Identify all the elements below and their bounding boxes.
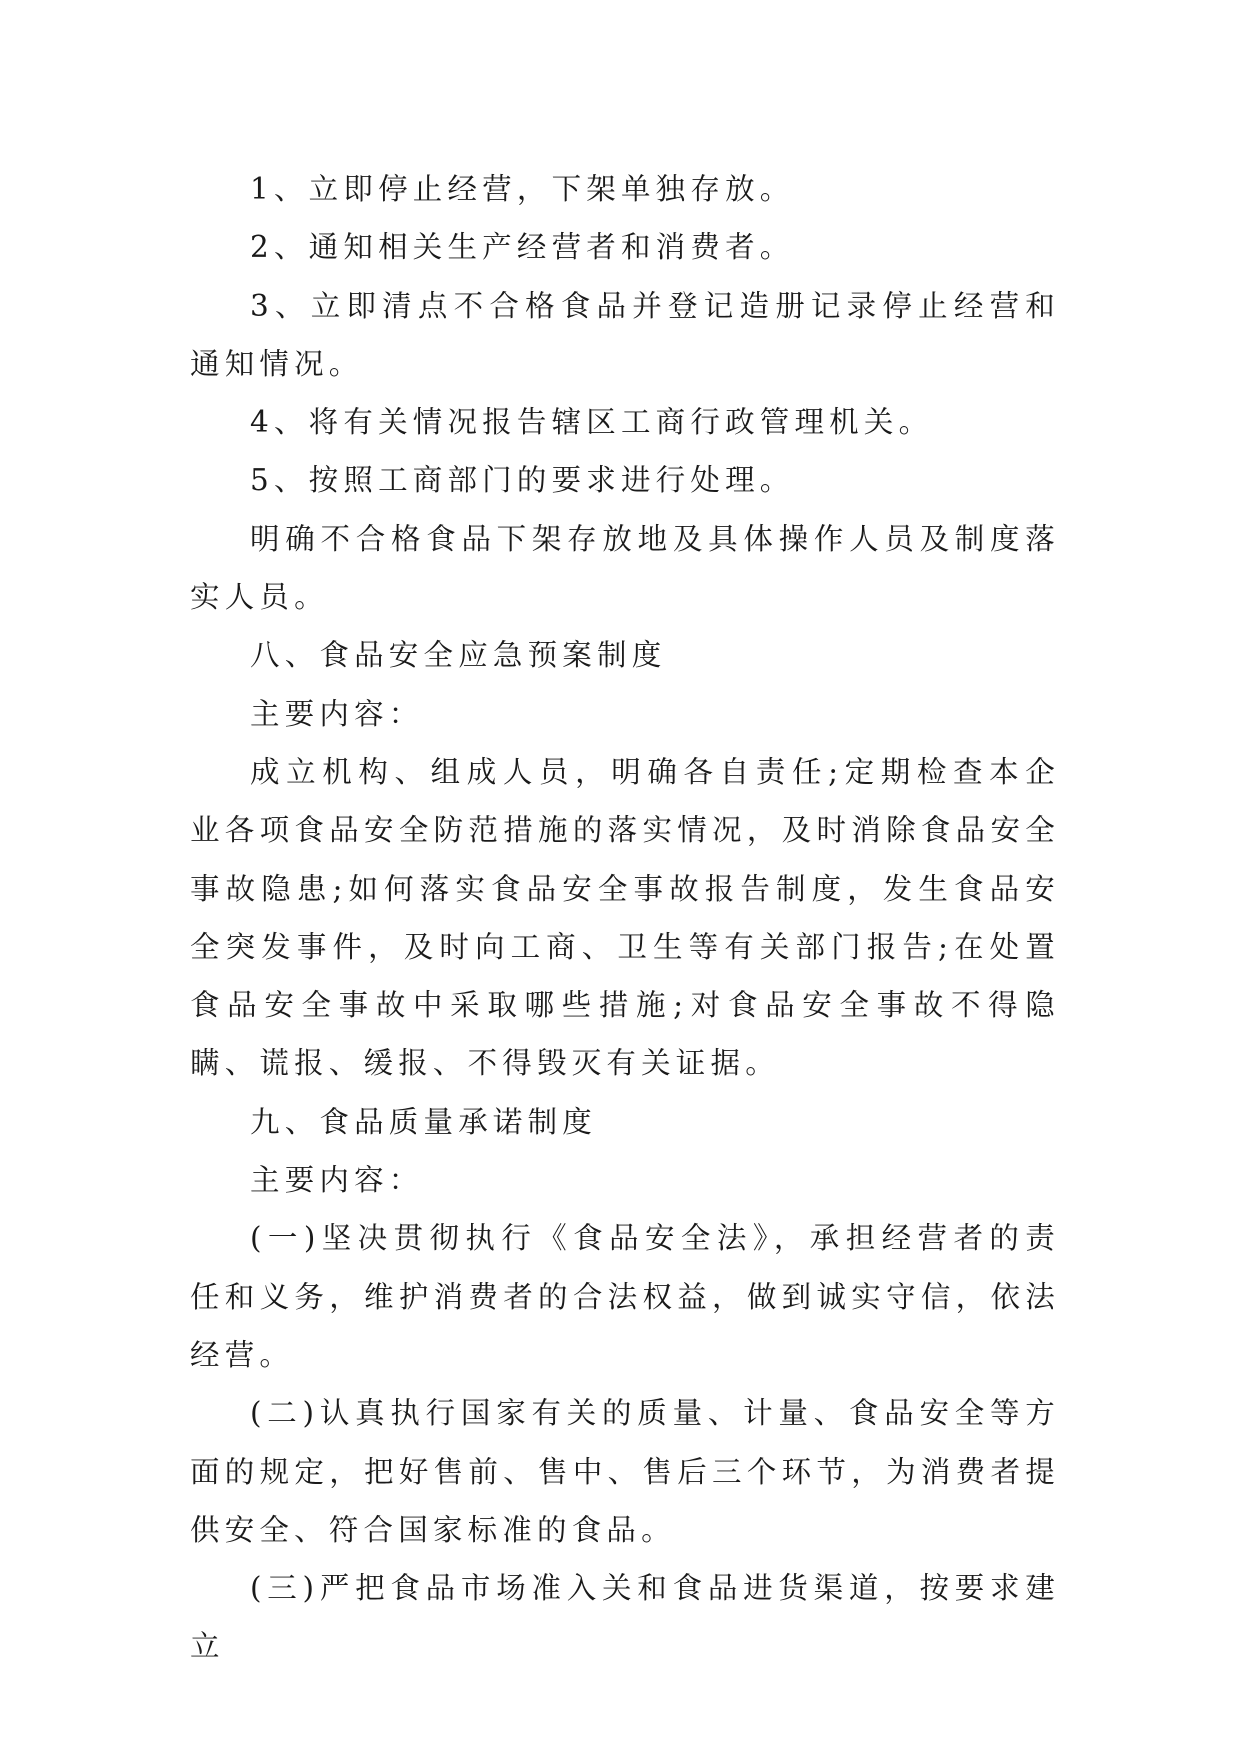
subheading-main-content: 主要内容：	[250, 1163, 424, 1198]
list-item-commitment-1: (一)坚决贯彻执行《食品安全法》，承担经营者的责任和义务，维护消费者的合法权益，做到诚实守信，依法经营。	[190, 1221, 1060, 1372]
subheading-main-content: 主要内容：	[250, 696, 424, 731]
list-item-commitment-2: (二)认真执行国家有关的质量、计量、食品安全等方面的规定，把好售前、售中、售后三个环节，为消费者提供安全、符合国家标准的食品。	[190, 1396, 1060, 1547]
list-item-stop-selling: 1、立即停止经营，下架单独存放。	[250, 172, 795, 206]
paragraph-emergency-details: 成立机构、组成人员，明确各自责任;定期检查本企业各项食品安全防范措施的落实情况，及时消除食品安全事故隐患;如何落实食品安全事故报告制度，发生食品安全突发事件，及时向工商、卫生等有关部门报告;在处置食品安全事故中采取哪些措施;对食品安全事故不得隐瞒、谎报、缓报、不得毁灭有关证据。	[190, 754, 1060, 1081]
list-item-handle-per-requirements: 5、按照工商部门的要求进行处理。	[250, 463, 795, 498]
list-item-notify-parties: 2、通知相关生产经营者和消费者。	[250, 230, 795, 265]
list-item-inventory-register: 3、立即清点不合格食品并登记造册记录停止经营和通知情况。	[190, 288, 1060, 381]
section-heading-quality-commitment: 九、食品质量承诺制度	[250, 1104, 598, 1139]
list-item-commitment-3: (三)严把食品市场准入关和食品进货渠道，按要求建立	[190, 1571, 1060, 1664]
document-body	[190, 160, 1060, 1676]
paragraph-responsible-staff: 明确不合格食品下架存放地及具体操作人员及制度落实人员。	[190, 521, 1060, 615]
section-heading-emergency-plan: 八、食品安全应急预案制度	[250, 638, 667, 673]
list-item-report-authority: 4、将有关情况报告辖区工商行政管理机关。	[250, 405, 934, 440]
